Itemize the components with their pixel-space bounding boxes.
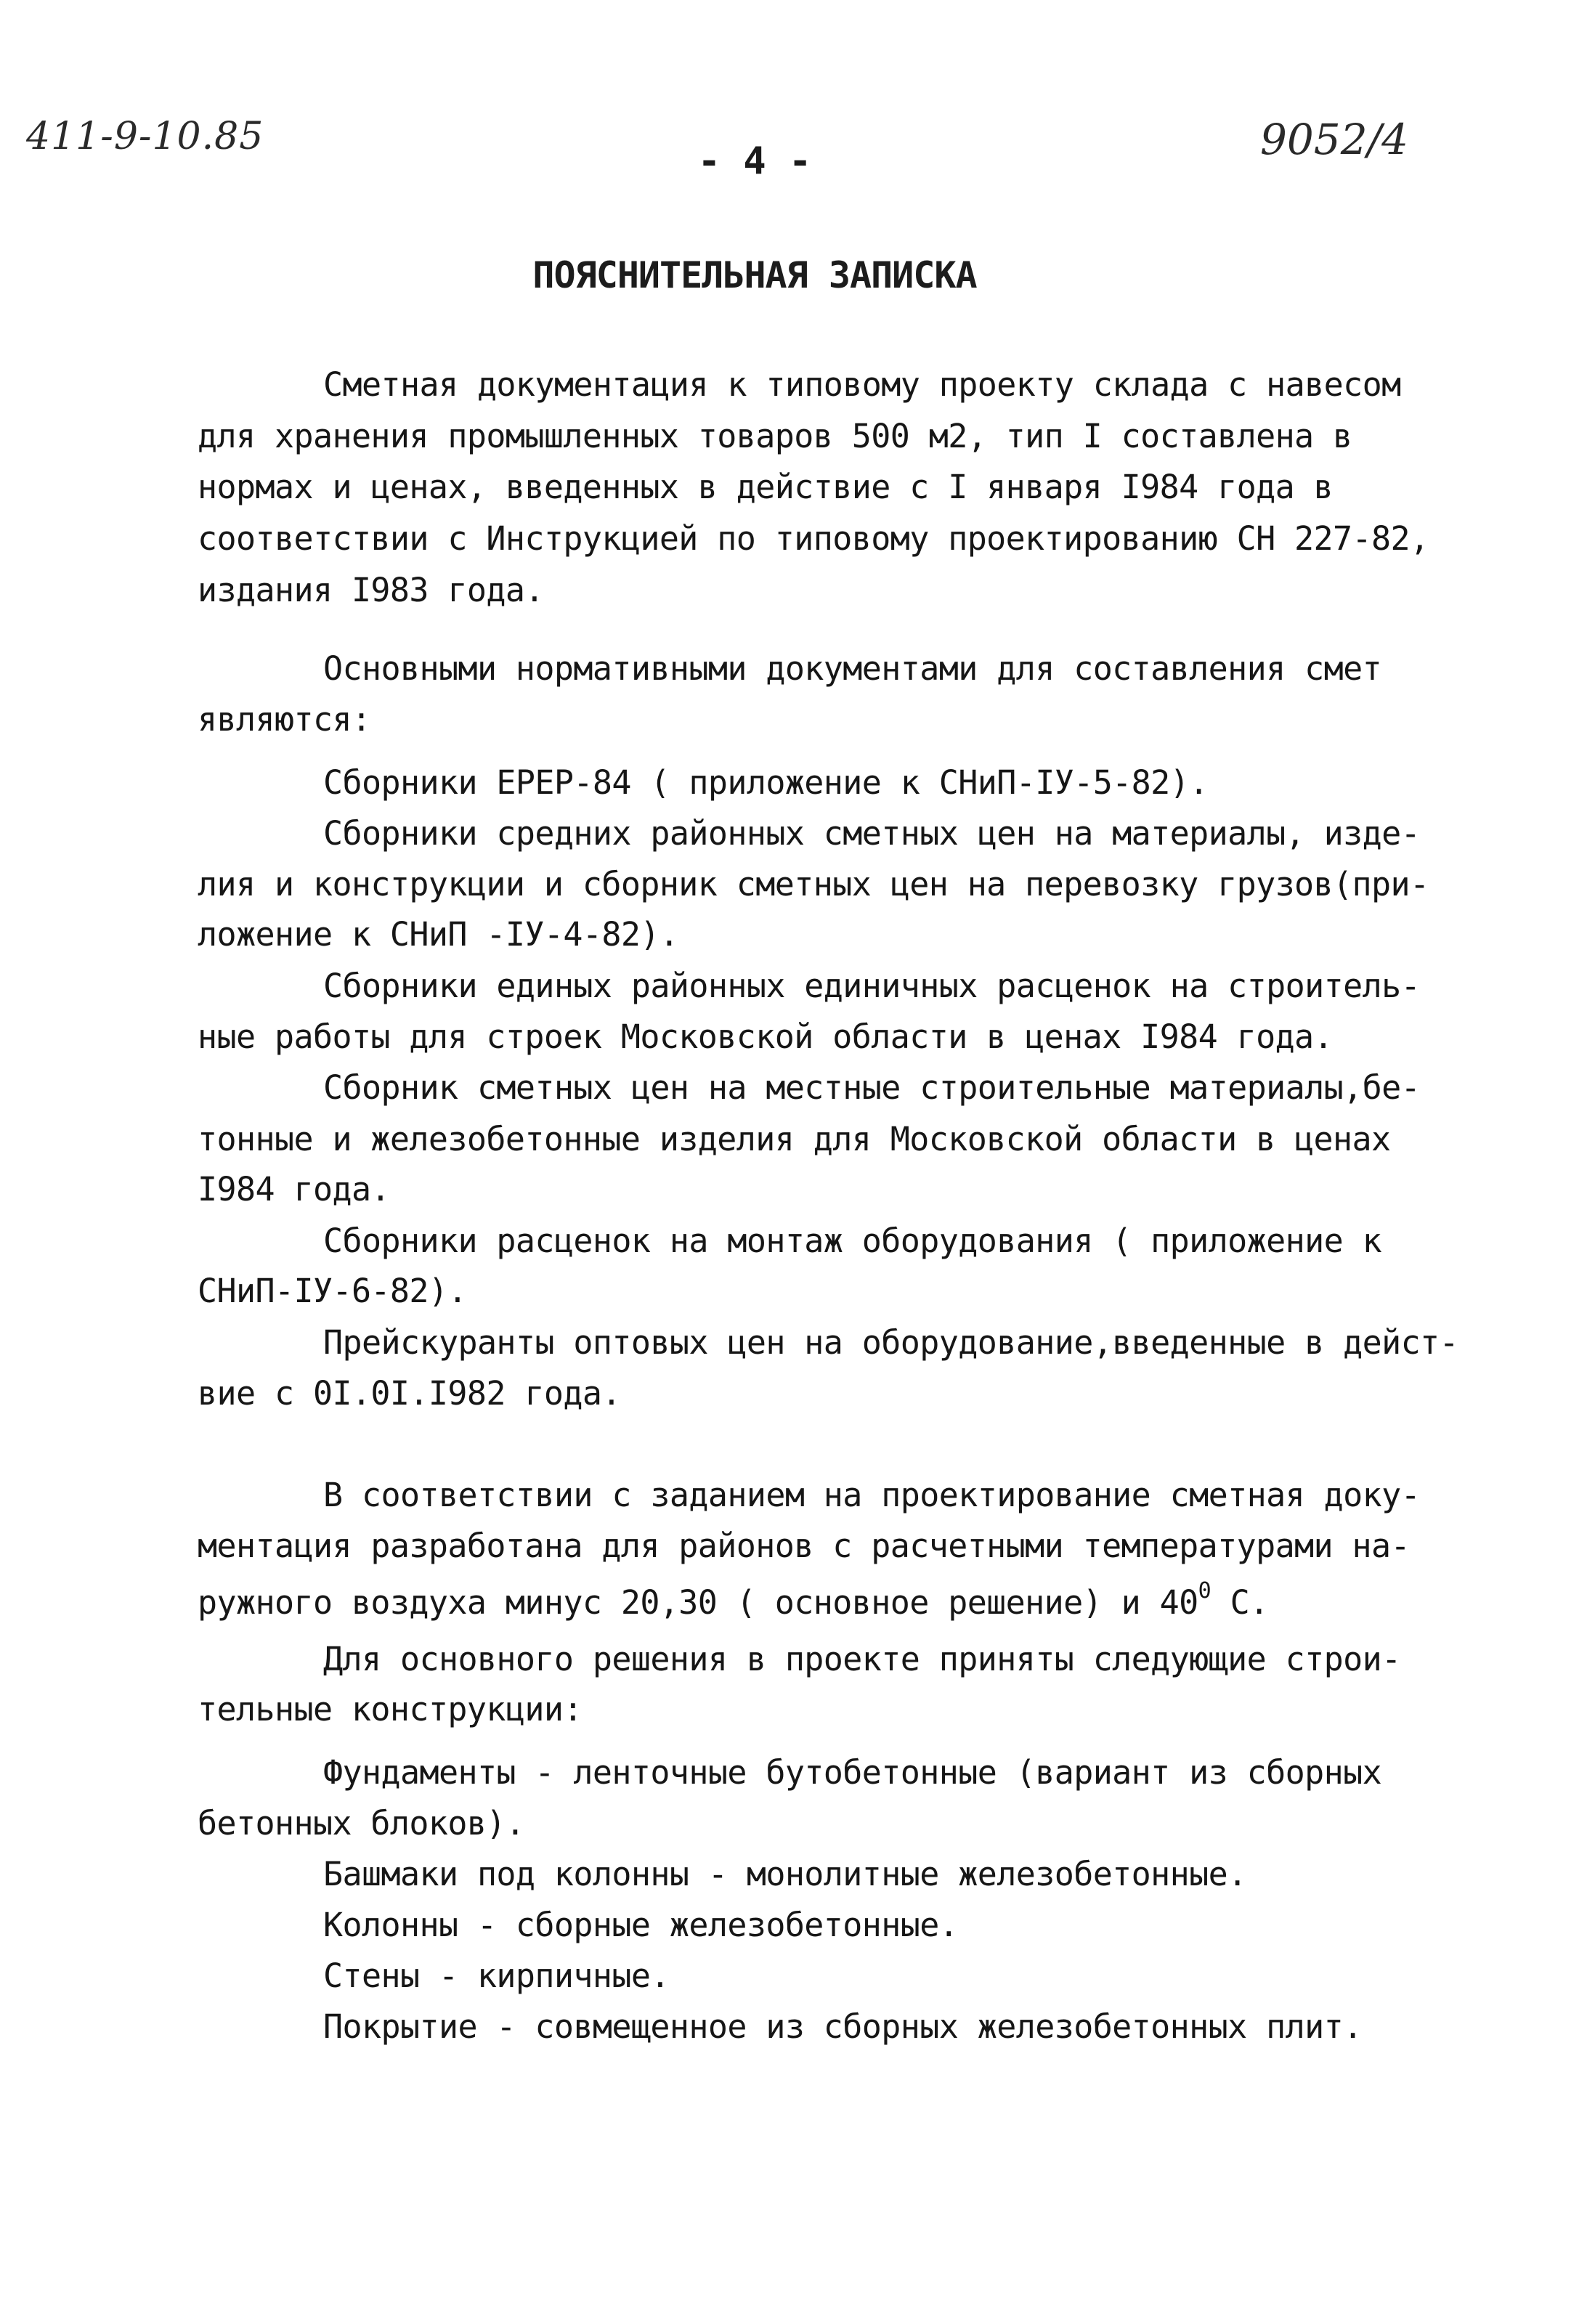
page-number: - 4 - <box>697 139 812 183</box>
text-line: нормах и ценах, введенных в действие с I января I984 года в <box>198 468 1334 506</box>
text-line: лия и конструкции и сборник сметных цен на перевозку грузов(при- <box>198 865 1429 903</box>
text-line: соответствии с Инструкцией по типовому проектированию СН 227-82, <box>198 519 1429 558</box>
text-line: Фундаменты - ленточные бутобетонные (вариант из сборных <box>323 1753 1382 1792</box>
text-line: Основными нормативными документами для составления смет <box>323 649 1382 688</box>
text-line: Для основного решения в проекте приняты следующие строи- <box>323 1640 1401 1678</box>
text-line: Сборники единых районных единичных расценок на строитель- <box>323 967 1421 1005</box>
page-title: ПОЯСНИТЕЛЬНАЯ ЗАПИСКА <box>532 254 977 296</box>
text-line: В соответствии с заданием на проектирование сметная доку- <box>323 1476 1421 1514</box>
text-line: Покрытие - совмещенное из сборных железобетонных плит. <box>323 2007 1363 2046</box>
temperature-line <box>198 1578 1269 1622</box>
text-line: Стены - кирпичные. <box>323 1957 670 1995</box>
text-line: Сборники средних районных сметных цен на материалы, изде- <box>323 814 1421 853</box>
document-code: 411-9-10.85 <box>26 115 264 158</box>
degree-sign: 0 <box>1198 1578 1212 1604</box>
text-line: бетонных блоков). <box>198 1804 525 1842</box>
text-line: Сборники расценок на монтаж оборудования ( приложение к <box>323 1222 1382 1260</box>
text-line: издания I983 года. <box>198 571 544 609</box>
text-line: ментация разработана для районов с расчетными температурами на- <box>198 1527 1411 1565</box>
text-line: тонные и железобетонные изделия для Московской области в ценах <box>198 1120 1391 1158</box>
text-line: тельные конструкции: <box>198 1690 583 1728</box>
sheet-reference: 9052/4 <box>1260 115 1409 164</box>
text-line: вие с 0I.0I.I982 года. <box>198 1374 621 1413</box>
text-line: Сборники ЕРЕР-84 ( приложение к СНиП-IУ-5-82). <box>323 763 1209 802</box>
text-line: ружного воздуха минус 20,30 ( основное решение) и 40 <box>198 1583 1198 1622</box>
text-line: Сметная документация к типовому проекту склада с навесом <box>323 365 1401 404</box>
text-line: I984 года. <box>198 1170 390 1208</box>
text-line: для хранения промышленных товаров 500 м2, тип I составлена в <box>198 417 1352 455</box>
text-line: являются: <box>198 700 371 739</box>
text-line: Сборник сметных цен на местные строительные материалы,бе- <box>323 1068 1421 1107</box>
text-line: Колонны - сборные железобетонные. <box>323 1906 959 1944</box>
text-line: ложение к СНиП -IУ-4-82). <box>198 915 679 954</box>
text-line: Прейскуранты оптовых цен на оборудование,введенные в дейст- <box>323 1323 1459 1362</box>
text-line: Башмаки под колонны - монолитные железобетонные. <box>323 1855 1247 1893</box>
temperature-unit: С. <box>1211 1583 1269 1622</box>
text-line: ные работы для строек Московской области в ценах I984 года. <box>198 1017 1334 1056</box>
text-line: СНиП-IУ-6-82). <box>198 1272 467 1310</box>
